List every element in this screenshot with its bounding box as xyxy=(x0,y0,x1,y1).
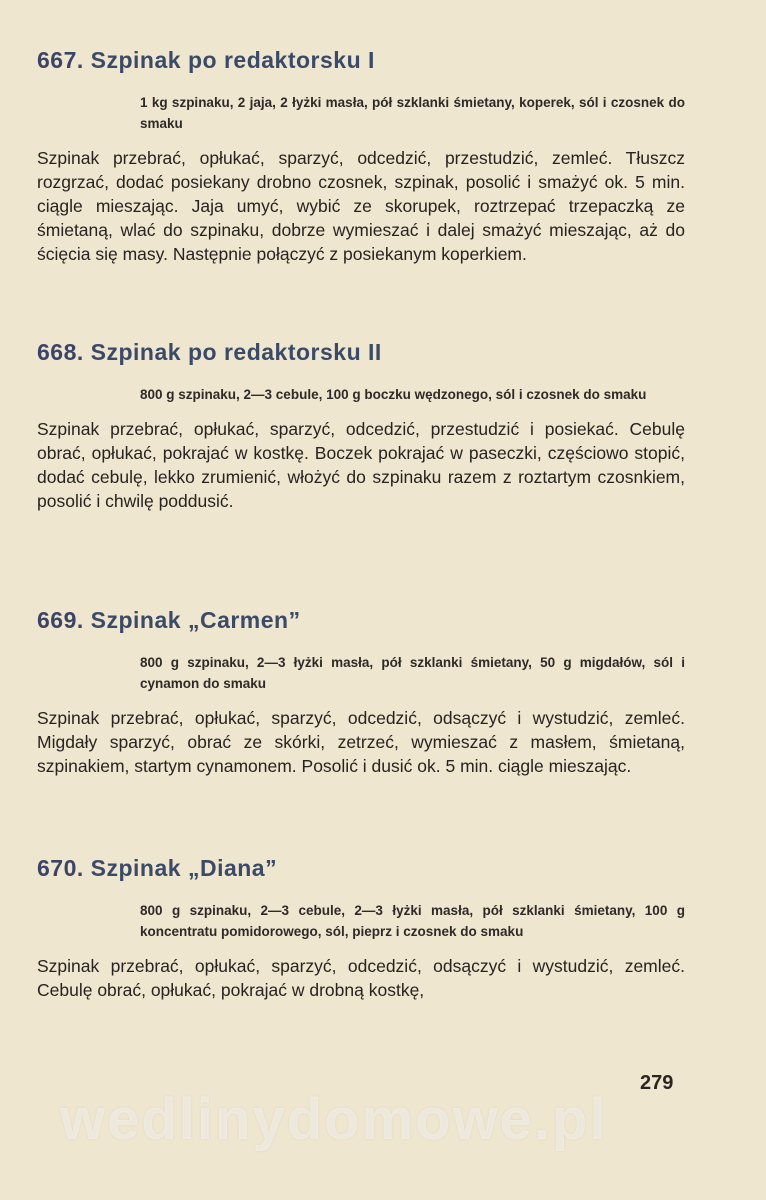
recipe-instructions: Szpinak przebrać, opłukać, sparzyć, odcedzić, odsączyć i wystudzić, zemleć. Cebulę obrać, opłukać, pokrajać w drobną kostkę, xyxy=(37,956,685,1000)
recipe-name: Szpinak po redaktorsku II xyxy=(90,339,382,365)
recipe-669 xyxy=(37,606,687,778)
watermark: wedlinydomowe.pl xyxy=(60,1087,608,1152)
recipe-name: Szpinak po redaktorsku I xyxy=(90,47,375,73)
recipe-title xyxy=(37,606,687,634)
page-number: 279 xyxy=(640,1072,674,1094)
recipe-instructions: Szpinak przebrać, opłukać, sparzyć, odcedzić, odsączyć i wystudzić, zemleć. Migdały sparzyć, obrać ze skórki, zetrzeć, wymieszać z masłem, śmietaną, szpinakiem, startym cynamonem. Posolić i dusić ok. 5 min. ciągle mieszając. xyxy=(37,708,685,776)
recipe-title xyxy=(37,46,687,74)
recipe-title xyxy=(37,854,687,882)
recipe-number: 668. xyxy=(37,339,84,365)
recipe-name: Szpinak „Carmen” xyxy=(90,607,301,633)
recipe-670 xyxy=(37,854,687,1002)
ingredients-list: 800 g szpinaku, 2—3 łyżki masła, pół szklanki śmietany, 50 g migdałów, sól i cynamon do smaku xyxy=(140,655,685,691)
recipe-number: 667. xyxy=(37,47,84,73)
recipe-instructions: Szpinak przebrać, opłukać, sparzyć, odcedzić, przestudzić, zemleć. Tłuszcz rozgrzać, dodać posiekany drobno czosnek, szpinak, posolić i smażyć ok. 5 min. ciągle mieszając. Jaja umyć, wybić ze skorupek, roztrzepać trzepaczką ze śmietaną, wlać do szpinaku, dobrze wymieszać i dalej smażyć mieszając, aż do ścięcia się masy. Następnie połączyć z posiekanym koperkiem. xyxy=(37,148,685,264)
ingredients-list: 800 g szpinaku, 2—3 cebule, 2—3 łyżki masła, pół szklanki śmietany, 100 g koncentratu pomidorowego, sól, pieprz i czosnek do smaku xyxy=(140,903,685,939)
recipe-name: Szpinak „Diana” xyxy=(90,855,278,881)
recipe-number: 670. xyxy=(37,855,84,881)
recipe-number: 669. xyxy=(37,607,84,633)
recipe-title xyxy=(37,338,687,366)
ingredients-list: 800 g szpinaku, 2—3 cebule, 100 g boczku wędzonego, sól i czosnek do smaku xyxy=(140,387,647,402)
recipe-668 xyxy=(37,338,687,513)
recipe-667 xyxy=(37,46,687,266)
ingredients-list: 1 kg szpinaku, 2 jaja, 2 łyżki masła, pół szklanki śmietany, koperek, sól i czosnek do smaku xyxy=(140,95,685,131)
recipe-instructions: Szpinak przebrać, opłukać, sparzyć, odcedzić, przestudzić i posiekać. Cebulę obrać, opłukać, pokrajać w kostkę. Boczek pokrajać w paseczki, częściowo stopić, dodać cebulę, lekko zrumienić, włożyć do szpinaku razem z roztartym czosnkiem, posolić i chwilę poddusić. xyxy=(37,419,685,511)
